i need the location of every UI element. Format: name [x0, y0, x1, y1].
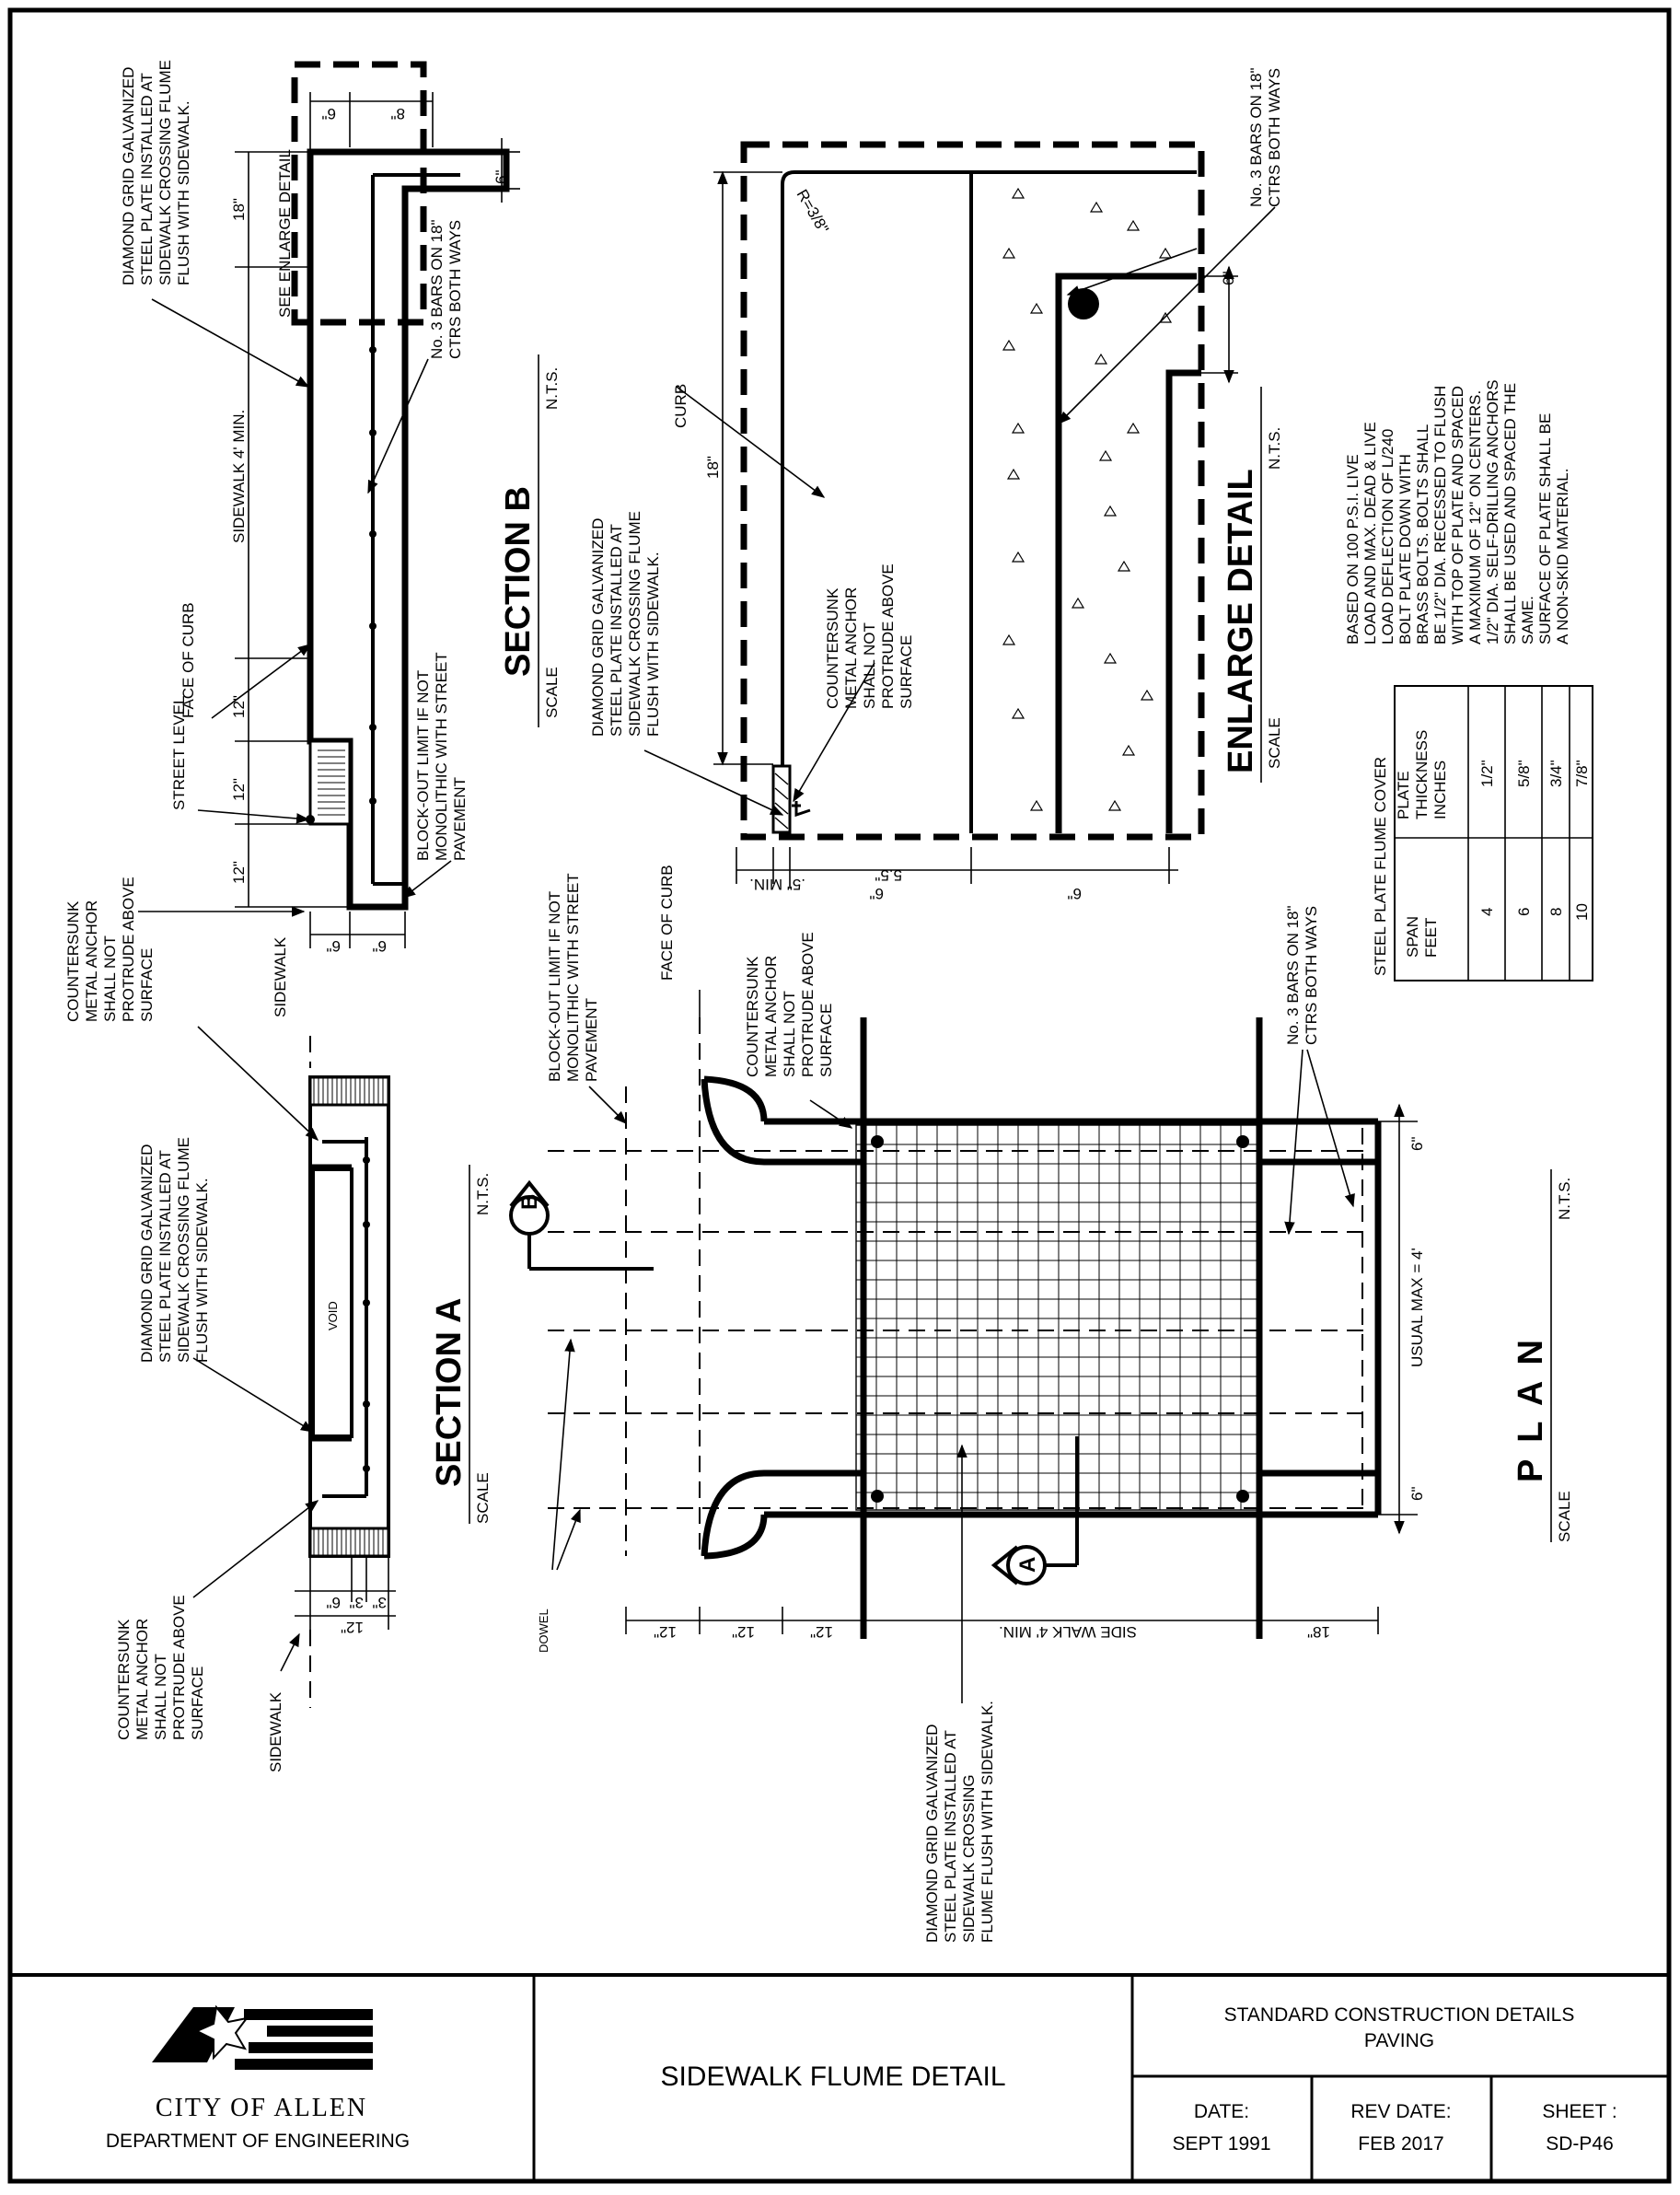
- plan-note-plate: [923, 1701, 996, 1943]
- section-b-view: [120, 60, 561, 955]
- note-line: BOLT PLATE DOWN WITH: [1396, 454, 1414, 645]
- plan-scale-label: SCALE: [1556, 1491, 1573, 1542]
- section-a-dim-6: 6": [326, 1594, 341, 1611]
- note-line: COUNTERSUNK: [744, 956, 761, 1077]
- section-b-dim-12a: 12": [230, 695, 248, 718]
- note-line: BLOCK-OUT LIMIT IF NOT: [414, 669, 432, 861]
- section-b-dim-sidewalk: SIDEWALK 4' MIN.: [230, 409, 248, 543]
- cover-table-header-thickness: [1395, 730, 1449, 819]
- note-line: No. 3 BARS ON 18": [1284, 905, 1302, 1045]
- note-line: DIAMOND GRID GALVANIZED: [120, 66, 137, 285]
- note-line: MONOLITHIC WITH STREET: [564, 873, 582, 1082]
- note-line: SAME.: [1519, 596, 1536, 645]
- note-line: STEEL PLATE INSTALLED AT: [608, 524, 625, 737]
- enlarge-radius: R=3/8": [793, 186, 832, 237]
- note-line: SURFACE: [189, 1666, 206, 1740]
- enlarge-scale-label: SCALE: [1266, 717, 1283, 769]
- section-b-dim-6-b1: 6": [326, 937, 341, 955]
- plan-dim-12-c: 12": [810, 1623, 833, 1641]
- note-line: STEEL PLATE INSTALLED AT: [156, 1150, 174, 1363]
- enlarge-scale-value: N.T.S.: [1266, 426, 1283, 470]
- plan-title: P L A N: [1512, 1336, 1550, 1482]
- enlarge-dim-min: .5" MIN.: [749, 876, 805, 893]
- diamond-grid-pattern: [856, 1125, 1261, 1510]
- anchor-bolt: [871, 1135, 884, 1148]
- note-line: SHALL NOT: [781, 991, 798, 1077]
- date-value: SEPT 1991: [1172, 2133, 1271, 2154]
- note-line: SIDEWALK CROSSING FLUME: [175, 1137, 192, 1363]
- note-line: SURFACE: [898, 634, 915, 709]
- note-line: LOAD DEFLECTION OF L/240: [1379, 428, 1396, 645]
- section-b-dim-6-b2: 6": [372, 937, 387, 955]
- cover-table-thk-6: 5/8": [1515, 760, 1533, 787]
- plan-view: [511, 865, 1573, 1943]
- note-line: FLUSH WITH SIDEWALK.: [193, 1178, 211, 1363]
- note-line: COUNTERSUNK: [824, 587, 841, 709]
- section-b-scale-value: N.T.S.: [543, 366, 561, 410]
- note-line: METAL ANCHOR: [83, 900, 100, 1022]
- anchor-bolt: [1236, 1135, 1249, 1148]
- series-line-1: STANDARD CONSTRUCTION DETAILS: [1223, 2004, 1575, 2026]
- note-line: LOAD AND MAX. DEAD & LIVE: [1361, 422, 1379, 645]
- note-line: A MAXIMUM OF 12" ON CENTERS.: [1466, 389, 1484, 645]
- cover-table-span-8: 8: [1547, 907, 1565, 916]
- anchor-bolt: [871, 1490, 884, 1503]
- sheet-border: [10, 10, 1669, 2181]
- section-a-void-label: VOID: [326, 1301, 340, 1330]
- enlarge-dim-6-right: 6": [1220, 271, 1237, 285]
- plan-dim-18: 18": [1307, 1623, 1330, 1641]
- department-name: DEPARTMENT OF ENGINEERING: [105, 2131, 411, 2152]
- section-a-view: [64, 877, 492, 1772]
- header-line: THICKNESS: [1413, 729, 1431, 819]
- plan-dim-sidewalk: SIDE WALK 4' MIN.: [999, 1623, 1137, 1641]
- enlarge-dim-6a: 6": [869, 885, 884, 902]
- cover-table-thk-4: 1/2": [1478, 760, 1496, 787]
- enlarge-dim-18: 18": [704, 456, 722, 479]
- series-line-2: PAVING: [1363, 2030, 1435, 2051]
- header-line: SPAN: [1404, 915, 1421, 958]
- section-a-note-anchor-top: [64, 877, 156, 1022]
- cover-table-thk-8: 3/4": [1547, 760, 1565, 787]
- plan-dim-6-bottom: 6": [1408, 1486, 1426, 1501]
- note-line: BASED ON 100 P.S.I. LIVE: [1344, 454, 1361, 645]
- note-line: No. 3 BARS ON 18": [1247, 67, 1265, 207]
- note-line: COUNTERSUNK: [115, 1619, 133, 1740]
- date-label: DATE:: [1193, 2101, 1250, 2122]
- plan-note-face-of-curb: FACE OF CURB: [658, 865, 676, 981]
- note-line: COUNTERSUNK: [64, 900, 82, 1022]
- note-line: PROTRUDE ABOVE: [120, 877, 137, 1022]
- cover-table-span-10: 10: [1573, 903, 1591, 921]
- section-a-dim-3b: 3": [372, 1594, 387, 1611]
- section-b-note-face-of-curb: FACE OF CURB: [180, 602, 197, 718]
- note-line: 1/2" DIA. SELF-DRILLING ANCHORS: [1484, 379, 1501, 645]
- rev-date-label: REV DATE:: [1350, 2101, 1452, 2122]
- note-line: STEEL PLATE INSTALLED AT: [138, 73, 156, 285]
- note-line: PROTRUDE ABOVE: [799, 932, 817, 1077]
- cover-table-span-6: 6: [1515, 907, 1533, 916]
- section-a-marker-label: A: [1015, 1556, 1040, 1573]
- header-line: INCHES: [1431, 760, 1449, 819]
- section-b-note-block-out: [414, 652, 469, 861]
- plan-note-block-out: [546, 873, 600, 1082]
- section-a-sidewalk-bottom: [310, 1528, 388, 1556]
- note-line: STEEL PLATE INSTALLED AT: [942, 1730, 959, 1943]
- note-line: FLUSH WITH SIDEWALK.: [644, 552, 662, 737]
- note-line: SIDEWALK CROSSING FLUME: [626, 511, 643, 737]
- section-b-marker-label: B: [517, 1193, 542, 1210]
- note-line: FLUME FLUSH WITH SIDEWALK.: [979, 1701, 996, 1943]
- note-line: A NON-SKID MATERIAL.: [1554, 468, 1571, 645]
- cover-table-header-span: [1404, 916, 1440, 958]
- enlarge-note-bars: [1247, 67, 1283, 207]
- section-a-title: SECTION A: [430, 1297, 469, 1487]
- note-line: SIDEWALK CROSSING FLUME: [156, 60, 174, 285]
- rev-date-value: FEB 2017: [1358, 2133, 1444, 2154]
- note-line: CTRS BOTH WAYS: [1266, 67, 1283, 207]
- section-b-scale-label: SCALE: [543, 667, 561, 718]
- section-a-sidewalk-top: [310, 1077, 388, 1105]
- note-line: CTRS BOTH WAYS: [446, 219, 464, 359]
- note-line: DIAMOND GRID GALVANIZED: [589, 517, 607, 737]
- section-a-note-sidewalk-top: SIDEWALK: [272, 936, 289, 1017]
- city-name: CITY OF ALLEN: [155, 2094, 368, 2122]
- enlarge-note-curb: CURB: [672, 383, 689, 428]
- section-b-note-bars: [428, 219, 464, 359]
- section-b-note-plate: [120, 60, 192, 285]
- section-a-dim-12: 12": [341, 1619, 364, 1636]
- section-b-dim-12c: 12": [230, 861, 248, 884]
- note-line: SURFACE OF PLATE SHALL BE: [1536, 412, 1554, 645]
- sheet-value: SD-P46: [1546, 2133, 1614, 2154]
- cover-table-span-4: 4: [1478, 907, 1496, 916]
- note-line: SHALL NOT: [152, 1654, 169, 1740]
- general-notes: [1344, 379, 1571, 645]
- enlarge-note-anchor: [824, 563, 915, 709]
- plan-note-dowel: DOWEL: [537, 1609, 550, 1653]
- note-line: DIAMOND GRID GALVANIZED: [138, 1144, 156, 1363]
- note-line: BE 1/2" DIA. RECESSED TO FLUSH: [1431, 385, 1449, 645]
- title-block: [10, 1975, 1669, 2181]
- plan-note-bars: [1284, 905, 1320, 1045]
- enlarge-dim-55: 5.5": [875, 866, 902, 884]
- cover-table-thk-10: 7/8": [1573, 760, 1591, 787]
- note-line: SHALL BE USED AND SPACED THE: [1501, 382, 1519, 645]
- note-line: BRASS BOLTS. BOLTS SHALL: [1414, 424, 1431, 645]
- city-logo: [152, 2007, 373, 2070]
- note-line: SHALL NOT: [861, 622, 878, 709]
- note-line: No. 3 BARS ON 18": [428, 219, 446, 359]
- note-line: METAL ANCHOR: [842, 586, 860, 709]
- section-a-dim-3a: 3": [349, 1594, 364, 1611]
- note-line: METAL ANCHOR: [762, 955, 780, 1077]
- plan-dim-12-b: 12": [732, 1623, 755, 1641]
- note-line: PAVEMENT: [583, 998, 600, 1082]
- note-line: SURFACE: [817, 1003, 835, 1077]
- section-b-title: SECTION B: [499, 486, 538, 677]
- note-line: PROTRUDE ABOVE: [170, 1595, 188, 1740]
- plan-dim-12-a: 12": [654, 1623, 677, 1641]
- section-b-dim-12b: 12": [230, 778, 248, 801]
- plan-scale-value: N.T.S.: [1556, 1177, 1573, 1220]
- note-line: PAVEMENT: [451, 777, 469, 861]
- section-b-dim-6-top: 6": [321, 105, 336, 122]
- section-b-note-street-level: STREET LEVEL: [170, 695, 188, 810]
- note-line: SHALL NOT: [101, 935, 119, 1022]
- section-b-dim-6-right: 6": [492, 169, 510, 184]
- note-line: WITH TOP OF PLATE AND SPACED: [1449, 386, 1466, 645]
- anchor-bolt: [1236, 1490, 1249, 1503]
- enlarge-concrete-stipple: [1003, 189, 1171, 810]
- note-line: MONOLITHIC WITH STREET: [433, 652, 450, 861]
- header-line: FEET: [1422, 917, 1440, 958]
- cover-table-title: STEEL PLATE FLUME COVER: [1372, 756, 1389, 976]
- section-a-note-anchor-bottom: [115, 1595, 206, 1740]
- section-a-note-plate: [138, 1137, 211, 1363]
- note-line: SURFACE: [138, 947, 156, 1022]
- cover-table: [1372, 686, 1593, 981]
- note-line: DIAMOND GRID GALVANIZED: [923, 1724, 941, 1943]
- note-line: PROTRUDE ABOVE: [879, 563, 897, 709]
- note-line: SIDEWALK CROSSING: [960, 1774, 978, 1943]
- section-a-scale-value: N.T.S.: [474, 1172, 492, 1215]
- plan-dim-usual-max: USUAL MAX = 4': [1408, 1248, 1426, 1367]
- note-line: CTRS BOTH WAYS: [1303, 905, 1320, 1045]
- note-line: BLOCK-OUT LIMIT IF NOT: [546, 890, 563, 1082]
- plan-dim-6-top: 6": [1408, 1136, 1426, 1151]
- section-b-dim-8-top: 8": [390, 105, 405, 122]
- drawing-title: SIDEWALK FLUME DETAIL: [660, 2061, 1006, 2092]
- section-b-dim-18: 18": [230, 198, 248, 221]
- section-a-note-sidewalk-bottom: SIDEWALK: [267, 1691, 284, 1772]
- section-a-scale-label: SCALE: [474, 1472, 492, 1524]
- enlarge-title: ENLARGE DETAIL: [1222, 469, 1260, 773]
- enlarge-detail-view: [589, 67, 1283, 902]
- note-line: METAL ANCHOR: [133, 1618, 151, 1740]
- enlarge-note-plate: [589, 511, 662, 737]
- note-line: FLUSH WITH SIDEWALK.: [175, 100, 192, 285]
- sheet-label: SHEET :: [1542, 2101, 1617, 2122]
- enlarge-dim-6b: 6": [1067, 885, 1082, 902]
- plan-note-anchor: [744, 932, 835, 1077]
- header-line: PLATE: [1395, 771, 1412, 819]
- section-b-note-see-enlarge: SEE ENLARGE DETAIL: [276, 149, 294, 318]
